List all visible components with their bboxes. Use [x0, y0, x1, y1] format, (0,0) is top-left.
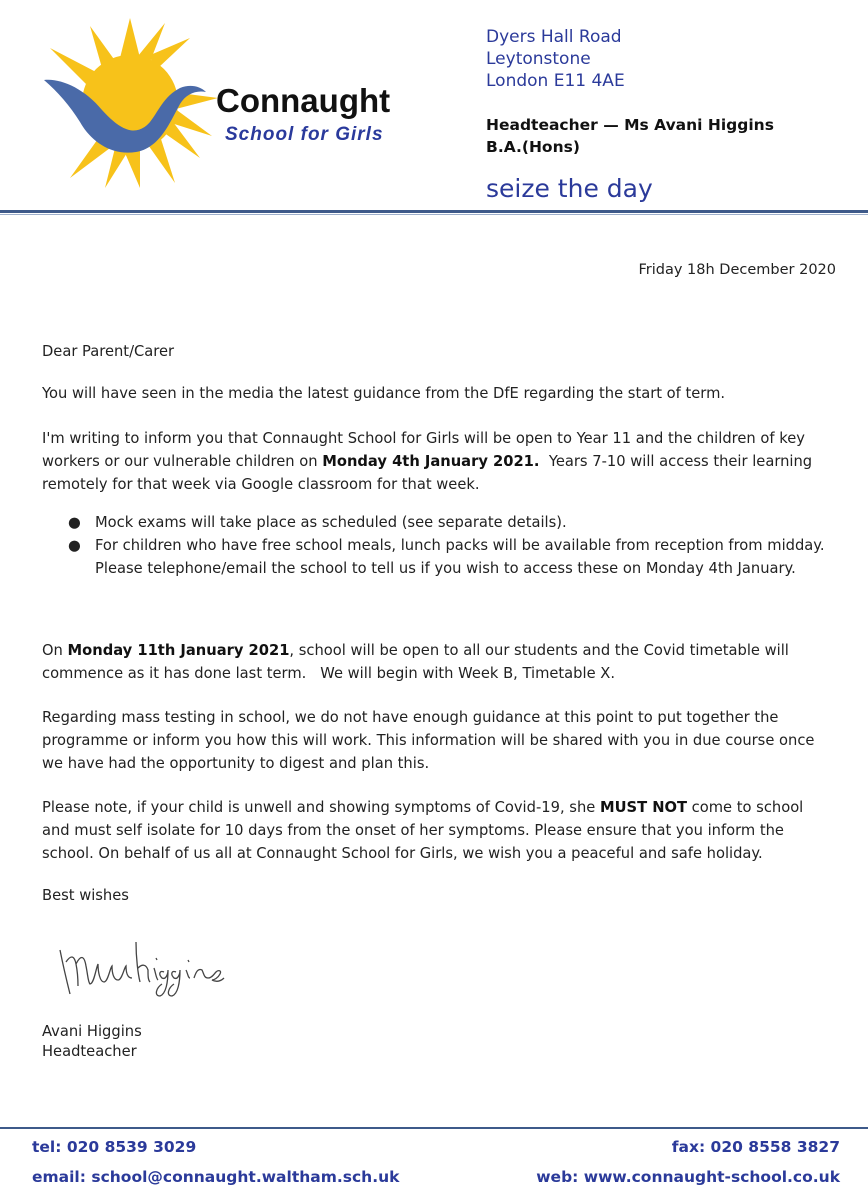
address-line-1: Dyers Hall Road: [486, 27, 622, 47]
school-subtitle: School for Girls: [225, 124, 384, 145]
paragraph-2-text-a: I'm writing to inform you that Connaught School for Girls will be open to Year 11 and the children of key workers or our vulnerable children on: [42, 430, 805, 470]
paragraph-2: [42, 427, 832, 496]
paragraph-5-emphasis: MUST NOT: [599, 799, 688, 816]
bullet-dot-icon: ●: [68, 537, 81, 554]
footer-tel: tel: 020 8539 3029: [32, 1138, 197, 1156]
school-name: Connaught: [216, 82, 391, 119]
footer-divider: [0, 1127, 868, 1129]
paragraph-5: [42, 796, 832, 865]
signature: [52, 938, 232, 1000]
headteacher-line-2: B.A.(Hons): [486, 138, 580, 156]
bullet-text: Mock exams will take place as scheduled (see separate details).: [95, 514, 567, 531]
header-divider: [0, 210, 868, 213]
paragraph-2-text-b: Years 7-10 will access their learning remotely for that week via Google classroom for that week.: [42, 453, 817, 493]
address-line-2: Leytonstone: [486, 49, 591, 69]
paragraph-5-text-a: Please note, if your child is unwell and showing symptoms of Covid-19, she: [42, 799, 600, 816]
paragraph-2-date: Monday 4th January 2021.: [322, 453, 540, 470]
motto: seize the day: [486, 174, 653, 203]
header-divider-thin: [0, 214, 868, 215]
paragraph-3-text-a: On: [42, 642, 68, 659]
school-logo: [40, 18, 220, 188]
letter-date: Friday 18h December 2020: [638, 262, 836, 278]
bullet-dot-icon: ●: [68, 514, 81, 531]
footer-email[interactable]: email: school@connaught.waltham.sch.uk: [32, 1168, 400, 1186]
footer-fax: fax: 020 8558 3827: [671, 1138, 840, 1156]
paragraph-1: You will have seen in the media the latest guidance from the DfE regarding the start of term.: [42, 385, 726, 402]
bullet-text: For children who have free school meals, lunch packs will be available from reception from midday. Please telephone/email the school to tell us if you wish to access these on Monday 4th January.: [95, 537, 825, 577]
paragraph-3: [42, 639, 832, 685]
paragraph-3-text-b: , school will be open to all our students and the Covid timetable will commence as it has done last term. We will begin with Week B, Timetable X.: [42, 642, 794, 682]
footer-web[interactable]: web: www.connaught-school.co.uk: [536, 1168, 840, 1186]
paragraph-4: Regarding mass testing in school, we do not have enough guidance at this point to put together the programme or inform you how this will work. This information will be shared with you in due course once we have had the opportunity to digest and plan this.: [42, 709, 815, 772]
bullet-item: [42, 511, 832, 534]
signer-name: Avani Higgins: [42, 1023, 142, 1040]
paragraph-3-date: Monday 11th January 2021: [67, 642, 290, 659]
closing: Best wishes: [42, 887, 129, 904]
address-line-3: London E11 4AE: [486, 71, 625, 91]
paragraph-5-text-b: come to school and must self isolate for 10 days from the onset of her symptoms. Please ensure that you inform the school. On behalf of us all at Connaught School for Girls, we wish you a peaceful and safe holiday.: [42, 799, 804, 862]
bullet-item: [42, 534, 832, 580]
signer-title: Headteacher: [42, 1043, 137, 1060]
salutation: Dear Parent/Carer: [42, 343, 175, 360]
headteacher-line-1: Headteacher — Ms Avani Higgins: [486, 116, 774, 134]
bullet-list: [42, 511, 832, 580]
